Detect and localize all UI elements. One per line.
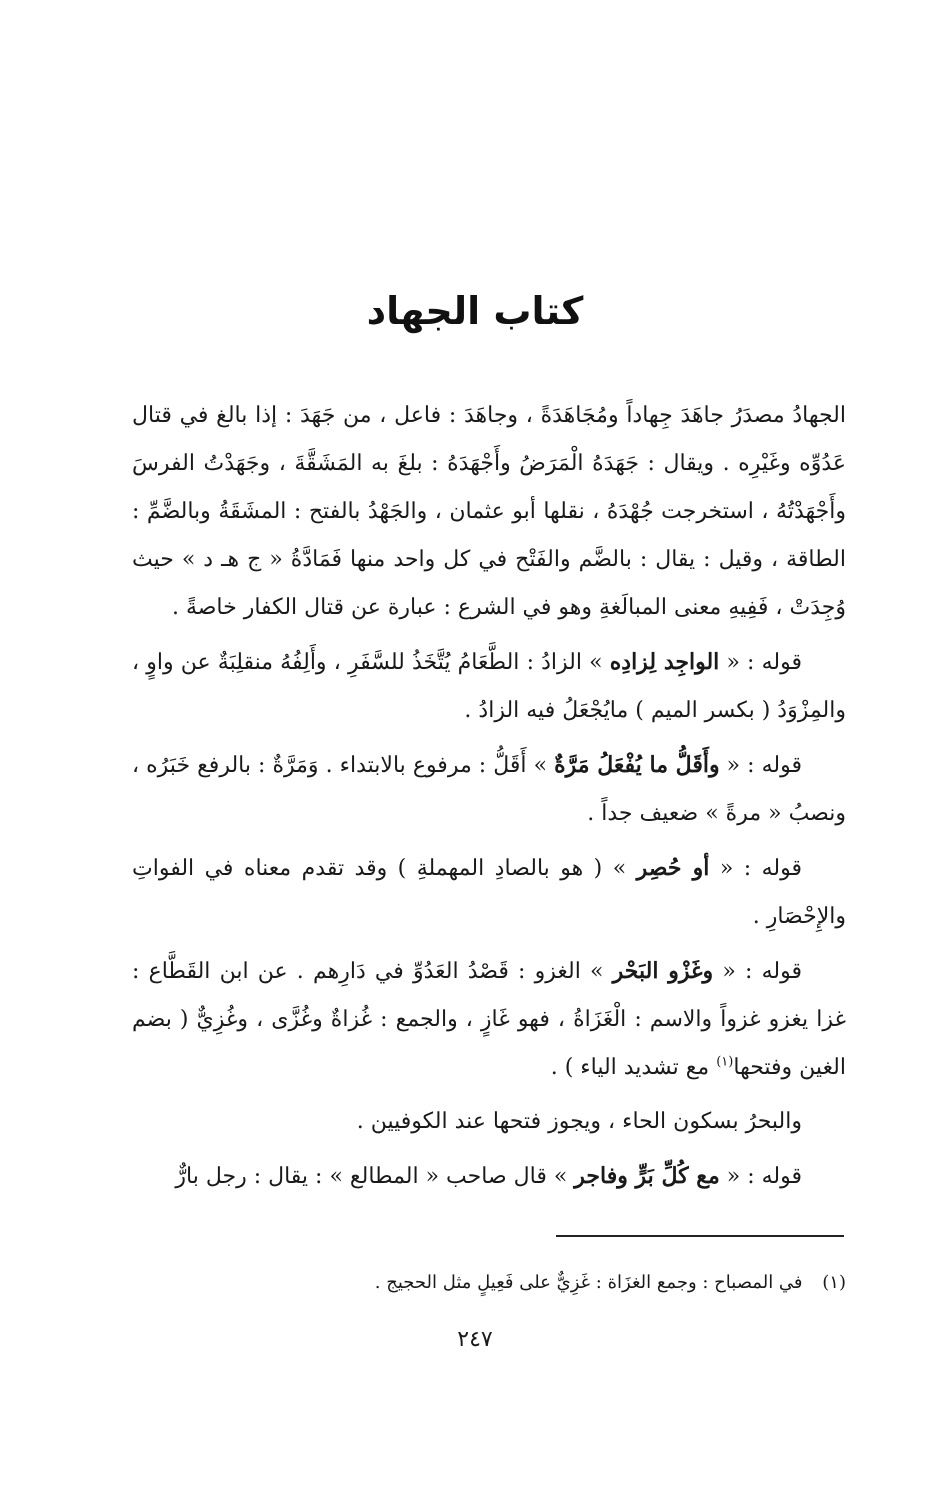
- quote-prefix: قوله : «: [719, 856, 802, 881]
- commentary-text: » الغزو : قَصْدُ العَدُوِّ في دَارِهم . عن ابن القَطَّاع : غزا يغزو غزواً والاسم : الْغَزَاةُ ، فهو غَازٍ ، والجمع : غُزاةٌ وغُزَّى ، وغُزِيٌّ ( بضم الغين وفتحها: [132, 959, 846, 1080]
- footnote-number: (١): [822, 1272, 846, 1293]
- paragraph-barr: [132, 1152, 846, 1201]
- commentary-text-continued: مع تشديد الياء ) .: [550, 1055, 717, 1080]
- lemma-text: مع كُلِّ بَرٍّ وفاجر: [574, 1163, 720, 1189]
- footnote-text: في المصباح : وجمع الغزَاة : غَزِيٌّ على فَعِيلٍ مثل الحجيج .: [374, 1272, 803, 1293]
- chapter-title: كتاب الجهاد: [366, 289, 584, 333]
- paragraph-aqall: [132, 741, 846, 838]
- paragraph-zad: [132, 638, 846, 735]
- lemma-text: الواجِد لِزادِه: [609, 649, 720, 675]
- lemma-text: أو حُصِر: [636, 855, 710, 881]
- paragraph-text: والبحرُ بسكون الحاء ، ويجوز فتحها عند الكوفيين .: [356, 1109, 802, 1134]
- lemma-text: وأَقَلُّ ما يُفْعَلُ مَرَّةٌ: [554, 752, 720, 778]
- quote-prefix: قوله : «: [726, 753, 802, 778]
- footnote: [200, 1266, 846, 1300]
- paragraph-ghazw: [132, 947, 846, 1092]
- commentary-text: » أَقَلُّ : مرفوع بالابتداء . وَمَرَّةٌ : بالرفع خَبَرُه ، ونصبُ « مرةً » ضعيف جداً .: [132, 753, 846, 826]
- paragraph-text: الجهادُ مصدَرُ جاهَدَ جِهاداً ومُجَاهَدَةً ، وجاهَدَ : فاعل ، من جَهَدَ : إذا بالغ في قتال عَدُوِّه وغَيْرِه . ويقال : جَهَدَهُ الْمَرَضُ وأَجْهَدَهُ : بلغَ به المَشَقَّةَ ، وجَهَدْتُ الفرسَ وأَجْهَدْتُهُ ، استخرجت جُهْدَهُ ، نقلها أبو عثمان ، والجَهْدُ بالفتح : المشَقَةُ وبالضَّمِّ : الطاقة ، وقيل : يقال : بالضَّم والفَتْح في كل واحد منها فَمَادَّةُ « ج هـ د » حيث وُجِدَتْ ، فَفِيهِ معنى المبالَغةِ وهو في الشرع : عبارة عن قتال الكفار خاصةً .: [132, 403, 846, 620]
- quote-prefix: قوله : «: [722, 959, 802, 984]
- commentary-text: » قال صاحب « المطالع » : يقال : رجل بارٌّ: [175, 1164, 568, 1189]
- quote-prefix: قوله : «: [726, 1164, 802, 1189]
- commentary-text: » الزادُ : الطَّعَامُ يُتَّخَذُ للسَّفَرِ ، وأَلِفُهُ منقلِبَةٌ عن واوٍ ، والمِزْوَدُ ( بكسر الميم ) مايُجْعَلُ فيه الزادُ .: [132, 650, 846, 723]
- footnote-divider: [556, 1235, 844, 1237]
- footnote-reference[interactable]: (١): [716, 1054, 734, 1070]
- lemma-text: وغَزْو البَحْر: [612, 958, 714, 984]
- paragraph-bahr: [132, 1098, 846, 1146]
- commentary-text: » ( هو بالصادِ المهملةِ ) وقد تقدم معناه في الفواتِ والإِحْصَارِ .: [132, 856, 846, 929]
- paragraph-husir: [132, 844, 846, 941]
- body-text: [132, 392, 846, 1201]
- quote-prefix: قوله : «: [726, 650, 802, 675]
- page-number: ٢٤٧: [457, 1327, 493, 1352]
- paragraph-intro: [132, 392, 846, 632]
